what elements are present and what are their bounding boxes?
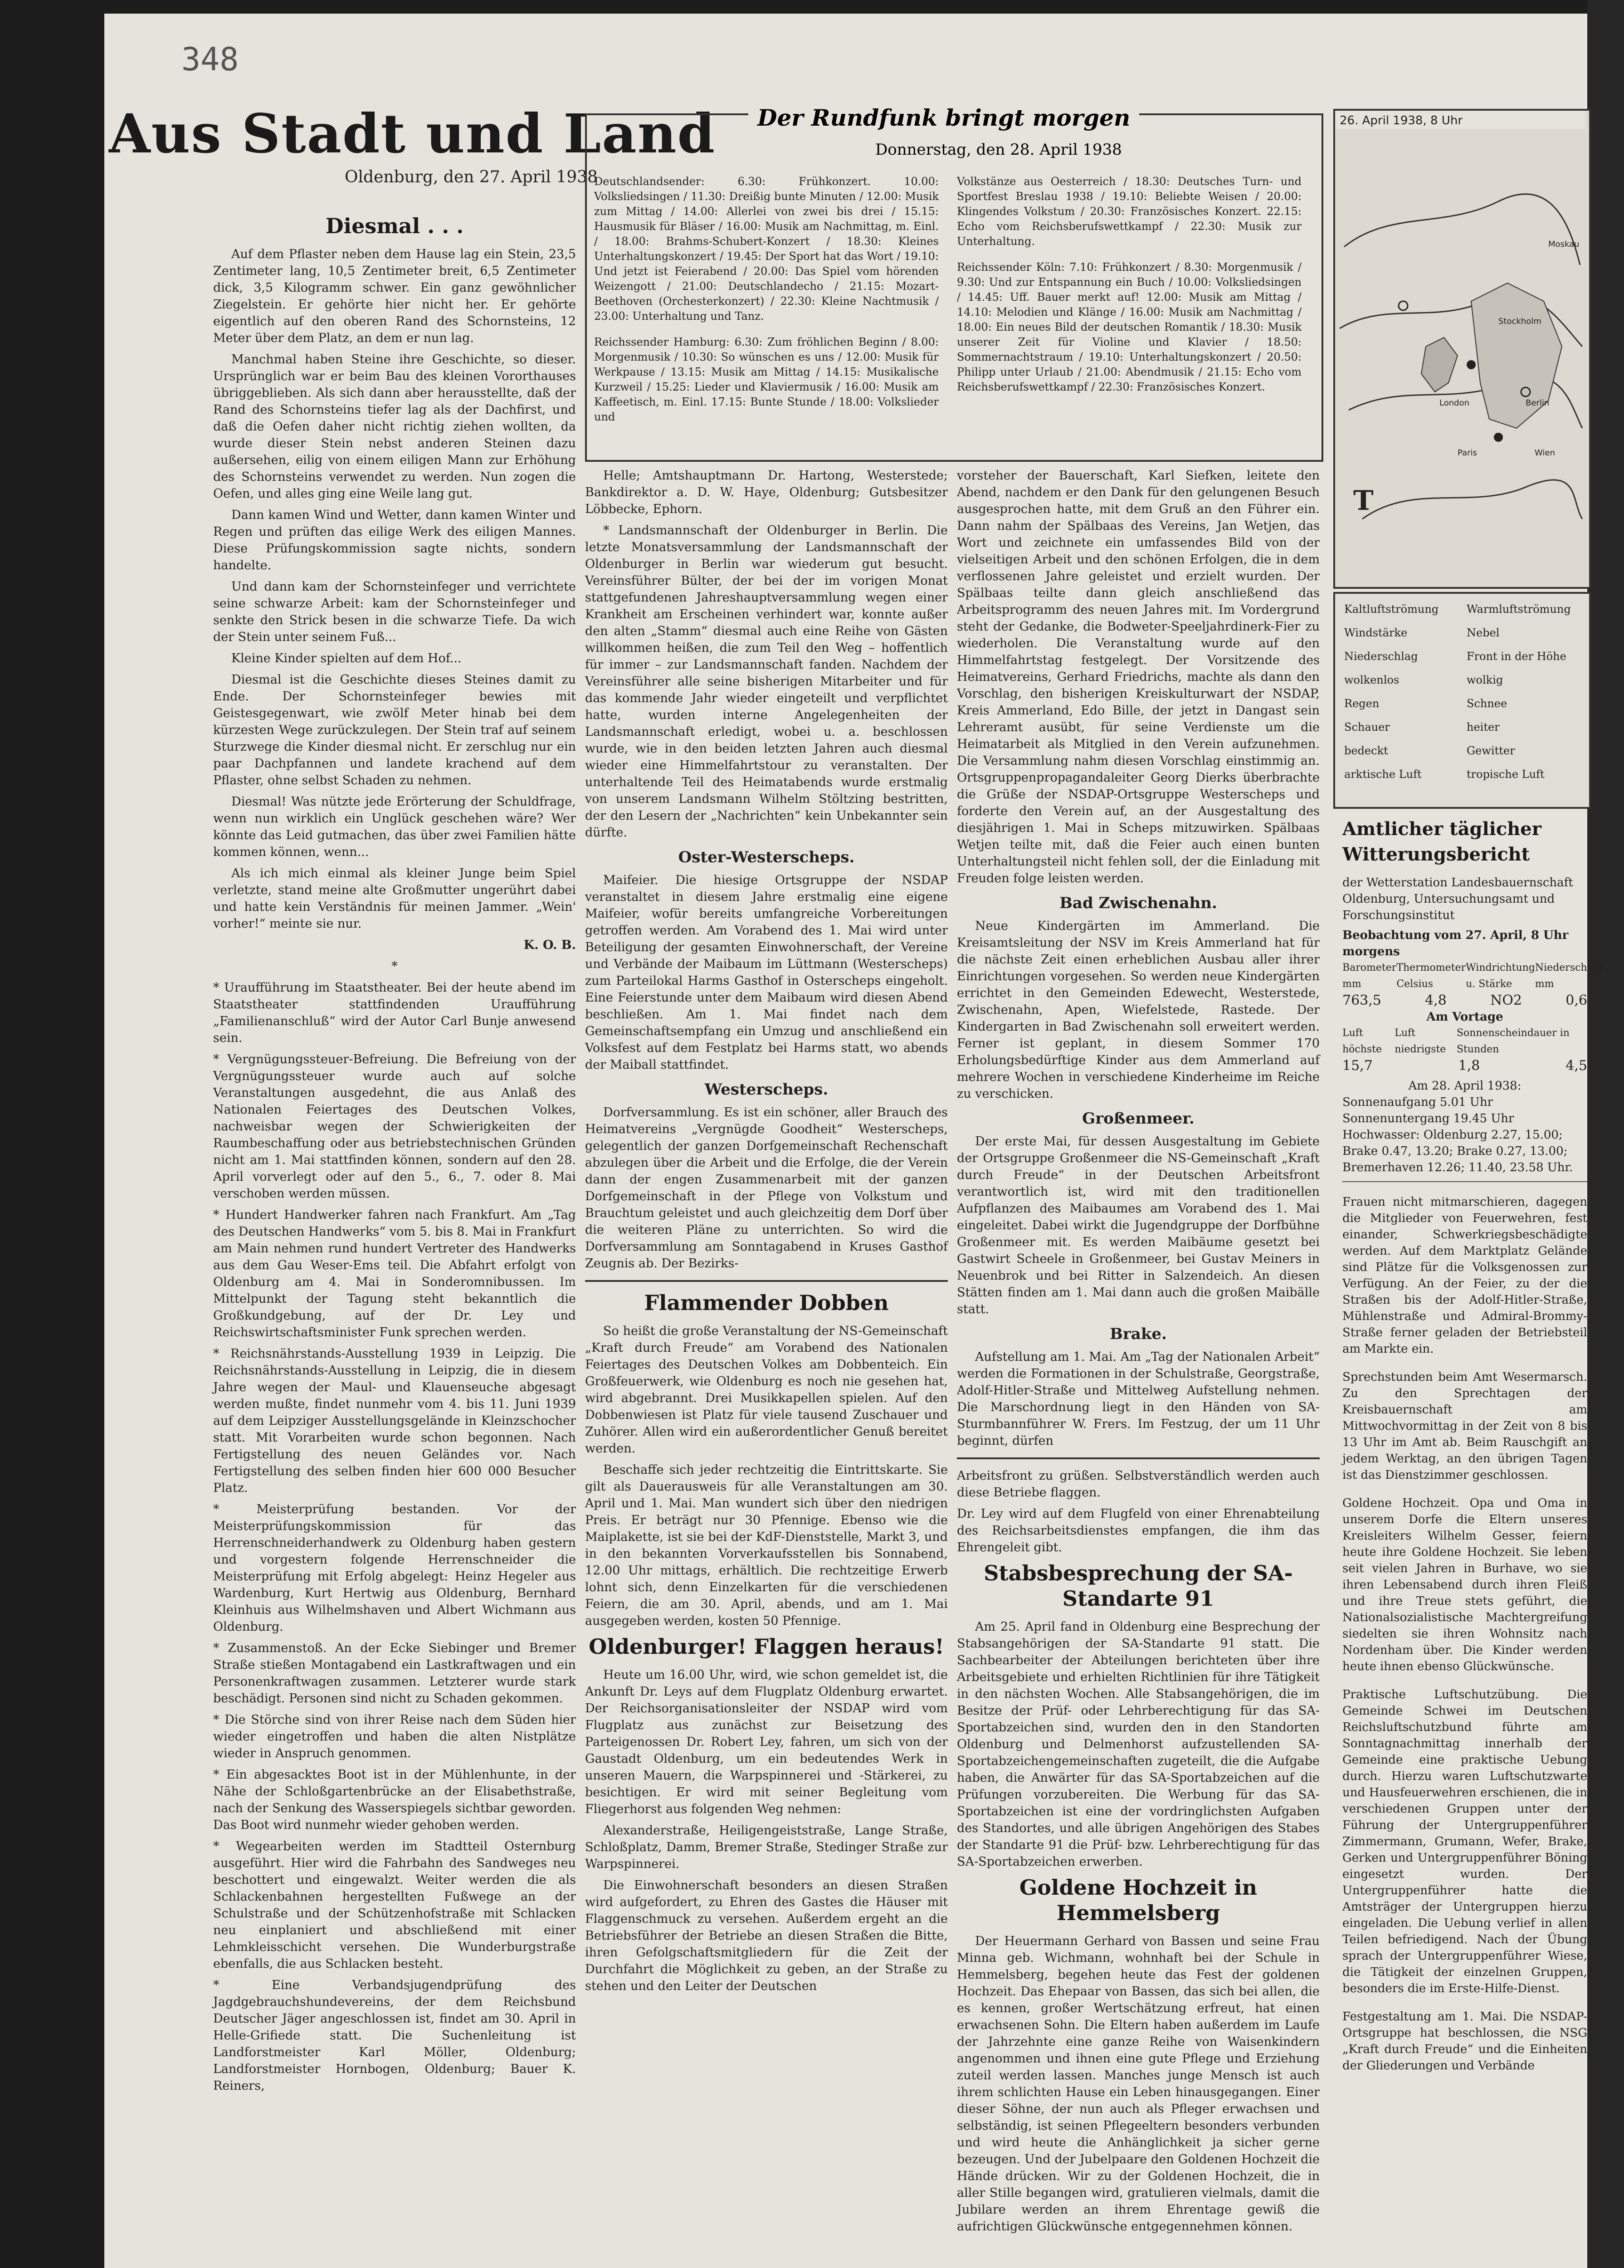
radio-program-title: Der Rundfunk bringt morgen (748, 104, 1139, 131)
legend-entry: Schnee (1467, 697, 1507, 710)
legend-entry: Front in der Höhe (1467, 650, 1566, 663)
city-label-berlin: Berlin (1526, 398, 1550, 408)
news-note: * Hundert Handwerker fahren nach Frankfurt. Am „Tag des Deutschen Handwerks“ vom 5. bis 8. Mai in Frankfurt am Main nehmen rund hundert Vertreter des Handwerks aus dem Gau Weser-Ems teil. Die Abfahrt erfolgt von Oldenburg am 4. Mai in Sonderomnibussen. Im Mittelpunkt der Tagung steht bekanntlich die Großkundgebung, auf der Dr. Ley und Reichswirtschaftsminister Funk sprechen werden. (213, 1208, 576, 1339)
weather-prev-values-row (1342, 1058, 1587, 1074)
weather-map (1333, 109, 1591, 589)
article-kindergaerten (957, 918, 1320, 1102)
legend-entry: arktische Luft (1344, 768, 1422, 781)
paragraph: Heute um 16.00 Uhr, wird, wie schon gemeldet ist, die Ankunft Dr. Leys auf dem Flugplatz Oldenburg erwartet. Der Reichsorganisationsleiter der NSDAP wird vom Flugplatz aus zunächst zur Beisetzung des Parteigenossen Dr. Robert Ley, fahren, um sich von der Gaustadt Oldenburg, um ein bedeutendes Werk in unseren Mauern, die Warpspinnerei und -Stärkerei, zu besichtigen. Er wird mit seiner Begleitung vom Fliegerhorst aus folgenden Weg nehmen: (585, 1668, 948, 1816)
article-flammender-dobben (585, 1323, 948, 1629)
weather-value-cell: 1,8 (1458, 1058, 1480, 1074)
legend-entry: tropische Luft (1467, 768, 1545, 781)
weather-header-cell: Sonnenscheindauer in Stunden (1456, 1027, 1570, 1055)
news-note: * Die Störche sind von ihrer Reise nach dem Süden hier wieder eingetroffen und haben die alten Nistplätze wieder in Anspruch genommen. (213, 1713, 576, 1760)
paragraph: Alexanderstraße, Heiligengeiststraße, Lange Straße, Schloßplatz, Damm, Bremer Straße, Stedinger Straße zur Warpspinnerei. (585, 1823, 948, 1871)
legend-entry: Warmluftströmung (1467, 603, 1571, 616)
separator-star: * (391, 959, 398, 973)
news-note: * Uraufführung im Staatstheater. Bei der heute abend im Staatstheater stattfindenden Uraufführung „Familienanschluß“ wird der Autor Carl Bunje anwesend sein. (213, 981, 576, 1045)
section-masthead: Aus Stadt und Land (109, 102, 716, 165)
weather-report (1342, 812, 1603, 2086)
legend-entry: Niederschlag (1344, 650, 1418, 663)
article-goldene-hochzeit (957, 1933, 1320, 2235)
weather-header-cell: Luft niedrigste (1395, 1027, 1446, 1055)
weather-heading: Amtlicher täglicher Witterungsbericht (1342, 818, 1541, 865)
radio-station-listing: Reichssender Hamburg: 6.30: Zum fröhlichen Beginn / 8.00: Morgenmusik / 10.30: So wünschen es uns / 12.00: Musik für Werkpause / 13.15: Musik am Mittag / 14.15: Musikalische Kurzweil / 15.25: Lieder und Klaviermusik / 16.00: Musik am Kaffeetisch, m. Einl. 17.15: Bunte Stunde / 18.00: Volkslieder und (594, 336, 939, 423)
heading-flaggen-heraus: Oldenburger! Flaggen heraus! (589, 1634, 944, 1659)
paragraph: Diesmal ist die Geschichte dieses Steines damit zu Ende. Der Schornsteinfeger bewies mit Geistesgegenwart, wie zwölf Meter hinab bei dem kürzesten Wege zurückzulegen. Der Stein traf auf seinem Sturzwege die Kinder diesmal nicht. Er zerschlug nur ein paar Dachpfannen und landete krachend auf dem Pflaster, ohne selbst Schaden zu nehmen. (213, 673, 576, 787)
article-signature: K. O. B. (523, 938, 576, 952)
weather-subtitle: der Wetterstation Landesbauernschaft Oldenburg, Untersuchungsamt und Forschungsinstitut (1342, 876, 1573, 922)
article-body-diesmal (213, 246, 576, 932)
station-marker (1399, 301, 1408, 310)
weather-value-cell: 4,5 (1565, 1058, 1587, 1074)
legend-entry: Kaltluftströmung (1344, 603, 1439, 616)
legend-entry: Schauer (1344, 721, 1390, 733)
weather-prev-header-row (1342, 1025, 1587, 1058)
news-note: * Meisterprüfung bestanden. Vor der Meisterprüfungskommission für das Herrenschneiderhandwerk zu Oldenburg haben gestern und vorgestern folgende Herrenschneider die Meisterprüfung mit Erfolg abgelegt: Heinz Hegeler aus Wardenburg, Kurt Hertwig aus Oldenburg, Bernhard Kleinhuis aus Wilhelmshaven und Albert Wichmann aus Oldenburg. (213, 1502, 576, 1634)
paragraph: Goldene Hochzeit. Opa und Oma in unserem Dorfe die Eltern unseres Kreisleiters Wilhelm Gesser, feiern heute ihre Goldene Hochzeit. Sie leben seit vielen Jahren in Burhave, wo sie ihren Lebensabend durch ihren Fleiß und ihre Treue stets geführt, die Nationalsozialistische Machtergreifung siedelten sie ihren Wohnsitz nach Nordenham über. Die Kinder werden heute ihnen ebenso Glückwünsche. (1342, 1496, 1587, 1673)
sun-tide-line: Sonnenaufgang 5.01 Uhr (1342, 1095, 1493, 1109)
paragraph: Der erste Mai, für dessen Ausgestaltung im Gebiete der Ortsgruppe Großenmeer die NS-Gemeinschaft „Kraft durch Freude“ in der Deutschen Arbeitsfront verantwortlich ist, wird mit den traditionellen Aufpflanzen des Maibaumes am Vorabend des 1. Mai eingeleitet. Dabei wirkt die Jugendgruppe der Dorfbühne Großenmeer mit. Es werden Maibäume gesetzt bei Gastwirt Scheele in Großenmeer, bei Gustav Meiners in Neuenbrok und bei Ritter in Salzendeich. An diesen Stätten finden am 1. Mai dann auch die großen Maibälle statt. (957, 1134, 1320, 1316)
divider (585, 1280, 948, 1282)
dateline: Oldenburg, den 27. April 1938 (345, 168, 598, 186)
radio-station-listing: Volkstänze aus Oesterreich / 18.30: Deutsches Turn- und Sportfest Breslau 1938 / 19.10: Beliebte Weisen / 20.00: Klingendes Volkstum / 20.30: Französisches Konzert. 22.15: Echo vom Reichsberufswettkampf / 22.30: Musik zur Unterhaltung. (957, 175, 1302, 248)
article-heading-diesmal: Diesmal . . . (325, 214, 464, 238)
article-dorfversammlung (585, 1104, 948, 1272)
paragraph: Arbeitsfront zu grüßen. Selbstverständlich werden auch diese Betriebe flaggen. (957, 1469, 1320, 1500)
radio-program-date: Donnerstag, den 28. April 1938 (875, 141, 1122, 159)
british-isles-shape (1421, 337, 1458, 392)
paragraph: Beschaffe sich jeder rechtzeitig die Eintrittskarte. Sie gilt als Dauerausweis für alle Veranstaltungen am 30. April und 1. Mai. Man wundert sich über den niedrigen Preis. Er beträgt nur 30 Pfennige. Ebenso wie die Maiplakette, ist sie bei der KdF-Dienststelle, Markt 3, und in den bekannten Vorverkaufsstellen bis Sonnabend, 12.00 Uhr mittags, erhältlich. Die rechtzeitige Erwerb lohnt sich, denn Einzelkarten für die verschiedenen Feiern, die am 30. April, abends, und am 1. Mai ausgegeben werden, kosten 50 Pfennige. (585, 1463, 948, 1628)
paragraph: Sprechstunden beim Amt Wesermarsch. Zu den Sprechtagen der Kreisbauernschaft am Mittwochvormittag in der Zeit von 8 bis 13 Uhr im Amt ab. Beim Rauschgift an jedem Werktag, an den übrigen Tagen ist das Dienstzimmer geschlossen. (1342, 1370, 1587, 1482)
paragraph: Und dann kam der Schornsteinfeger und verrichtete seine schwarze Arbeit: kam der Schornsteinfeger und senkte den Strick besen in die schwarze Tiefe. Da wich der Stein unter seinem Fuß... (213, 580, 576, 644)
weather-column-text (1342, 1194, 1587, 2074)
heading-brake: Brake. (1110, 1325, 1167, 1343)
weather-value-cell: 0,6 (1565, 992, 1587, 1008)
weather-prev-heading: Am Vortage (1426, 1010, 1503, 1024)
weather-map-drawing (1335, 111, 1585, 583)
paragraph: Neue Kindergärten im Ammerland. Die Kreisamtsleitung der NSV im Kreis Ammerland hat für die nächste Zeit einen erheblichen Ausbau aller ihrer Einrichtungen vorgesehen. So werden neue Kindergärten errichtet in den Gemeinden Edewecht, Westerstede, Zwischenahn, Apen, Wiefelstede, Rastede. Der Kindergarten in Bad Zwischenahn soll erweitert werden. Ferner ist geplant, in diesem Sommer 170 Erholungsbedürftige Kinder aus dem Ammerland auf mehrere Wochen in verschiedene Kinderheime im Reiche zu verschicken. (957, 919, 1320, 1101)
weather-map-legend (1333, 592, 1591, 809)
sun-tide-line: Hochwasser: Oldenburg 2.27, 15.00; Brake 0.47, 13.20; Brake 0.27, 13.00; (1342, 1128, 1568, 1158)
weather-value-cell: NO2 (1490, 992, 1522, 1008)
article-brake (957, 1349, 1320, 1449)
paragraph: Die Einwohnerschaft besonders an diesen Straßen wird aufgefordert, zu Ehren des Gastes die Häuser mit Flaggenschmuck zu versehen. Außerdem ergeht an die Betriebsführer der Betriebe an diesen Straßen die Bitte, ihren Gefolgschaftsmitgliedern für die Zeit der Durchfahrt die Möglichkeit zu geben, an der Straße zu stehen und den Leiter der Deutschen (585, 1878, 948, 1993)
paragraph: Am 25. April fand in Oldenburg eine Besprechung der Stabsangehörigen der SA-Standarte 91 statt. Die Sachbearbeiter der Abteilungen berichteten über ihre Arbeitsgebiete und erhielten Richtlinien für ihre Tätigkeit in den nächsten Wochen. Alle Stabsangehörigen, die im Besitze der Prüf- oder Lehrberechtigung für das SA-Sportabzeichen sind, wurden den in den Standorten Oldenburg und Delmenhorst aufzustellenden SA-Sportabzeichengemeinschaften zugeteilt, die die Aufgabe haben, die Anwärter für das SA-Sportabzeichen auf die Prüfungen vorzubereiten. Die Werbung für das SA-Sportabzeichen ist eine der vordringlichsten Aufgaben des Standortes, und alle übrigen Angehörigen des Stabes der Standarte 91 die Prüf- bzw. Lehrberechtigung für das SA-Sportabzeichen erwerben. (957, 1620, 1320, 1869)
sun-tide-line: Bremerhaven 12.26; 11.40, 23.58 Uhr. (1342, 1161, 1573, 1174)
weather-observation: Beobachtung vom 27. April, 8 Uhr morgens (1342, 929, 1569, 958)
weather-value-cell: 15,7 (1342, 1058, 1373, 1074)
paragraph: Frauen nicht mitmarschieren, dagegen die Mitglieder von Feuerwehren, fest einander, Schwerkriegsbeschädigte werden. Auf dem Marktplatz Gelände sind Plätze für die Volksgenossen zur Verfügung. An der Feier, zu der die Straßen bis der Adolf-Hitler-Straße, Mühlenstraße und Admiral-Brommy-Straße ferner geladen der Betriebsteil am Markte ein. (1342, 1195, 1587, 1356)
heading-grossenmeer: Großenmeer. (1082, 1110, 1195, 1128)
legend-entry: heiter (1467, 721, 1500, 733)
page-number: 348 (181, 41, 239, 78)
paragraph: Als ich mich einmal als kleiner Junge beim Spiel verletzte, stand meine alte Großmutter ungerührt dabei und hatte kein Verständnis für meinen Jammer. „Wein' vorher!“ meinte sie nur. (213, 866, 576, 931)
heading-oster-westerscheps: Oster-Westerscheps. (678, 848, 855, 866)
article-stabsbesprechung (957, 1618, 1320, 1870)
weather-values-row (1342, 992, 1587, 1009)
weather-sun-heading: Am 28. April 1938: (1408, 1079, 1522, 1093)
weather-header-row (1342, 960, 1603, 992)
article-grossenmeer (957, 1133, 1320, 1318)
divider (1342, 1181, 1587, 1182)
paragraph: So heißt die große Veranstaltung der NS-Gemeinschaft „Kraft durch Freude“ am Vorabend des Nationalen Feiertages des Deutschen Volkes am Dobbenteich. Ein Großfeuerwerk, wie Oldenburg es noch nie gesehen hat, wird abgebrannt. Drei Musikkapellen spielen. Auf den Dobbenwiesen ist Platz für viele tausend Zuschauer und Zuhörer. Allen wird ein außerordentlicher Genuß bereitet werden. (585, 1324, 948, 1456)
legend-entry: Regen (1344, 697, 1380, 710)
heading-westerscheps: Westerscheps. (704, 1080, 829, 1099)
paragraph: vorsteher der Bauerschaft, Karl Siefken, leitete den Abend, nachdem er den Dank für den gelungenen Besuch ausgesprochen hatte, mit dem Gruß an den Führer ein. Dann nahm der Spälbaas des Vereins, Jan Wetjen, das Wort und zeichnete ein umfassendes Bild von der vielseitigen Arbeit und den schönen Erfolgen, die in dem verflossenen Jahre geleistet und erzielt wurden. Der Spälbaas teilte dann gleich anschließend das Arbeitsprogramm des neuen Jahres mit. Im Vordergrund steht der Gedanke, die Bodweter-Speeljahrdinerk-Fier zu wiederholen. Die Veranstaltung wurde auf den Himmelfahrtstag festgelegt. Der Vorsitzende des Heimatvereins, Gerhard Friedrichs, machte als dann den Vorschlag, den bisherigen Kreiskulturwart der NSDAP, Kreis Ammerland, Edo Bille, der jetzt in Dangast sein Lehreramt ausübt, für seine Verdienste um die Heimatarbeit als Mitglied in den Verein aufzunehmen. Die Versammlung nahm diesen Vorschlag einstimmig an. Ortsgruppenpropagandaleiter Georg Dierks überbrachte die Grüße der NSDAP-Ortsgruppe Westerscheps und forderte den Verein auf, an der Ausgestaltung des diesjährigen 1. Mai in Scheps mitzuwirken. Spälbaas Wetjen teilte mit, daß die Feier auch einen bunten Unterhaltungsteil nicht fehlen soll, der die Einladung mit Freuden folge leisten werden. (957, 469, 1320, 885)
radio-station-listing: Deutschlandsender: 6.30: Frühkonzert. 10.00: Volksliedsingen / 11.30: Dreißig bunte Minuten / 12.00: Musik zum Mittag / 14.00: Allerlei von zwei bis drei / 15.15: Hausmusik für Bläser / 16.00: Musik am Nachmittag, m. Einl. / 18.00: Brahms-Schubert-Konzert / 18.30: Kleines Unterhaltungskonzert / 19.45: Der Sport hat das Wort / 19.10: Und jetzt ist Feierabend / 20.00: Das Spiel vom hörenden Weizengott / 21.00: Deutschlandecho / 21.15: Mozart-Beethoven (Orchesterkonzert) / 22.30: Kleine Nachtmusik / 23.00: Unterhaltung und Tanz. (594, 175, 939, 323)
weather-value-cell: 763,5 (1342, 992, 1381, 1008)
heading-goldene-hochzeit: Goldene Hochzeit in Hemmelsberg (1019, 1875, 1258, 1925)
weather-value-cell: 4,8 (1425, 992, 1447, 1008)
radio-program-right (957, 163, 1302, 406)
news-note: * Vergnügungssteuer-Befreiung. Die Befreiung von der Vergnügungssteuer wurde auch auf solche Veranstaltungen ausgedehnt, die aus Anlaß des Nationalen Feiertages des Deutschen Volkes, nachweisbar wegen der Schwierigkeiten der Raumbeschaffung oder aus betriebstechnischen Gründen nicht am 1. Mai stattfinden können, sondern auf den 28. April vorverlegt oder auf den 5., 6., 7. oder 8. Mai verschoben werden müssen. (213, 1052, 576, 1201)
heading-stabsbesprechung: Stabsbesprechung der SA-Standarte 91 (984, 1561, 1293, 1611)
heading-bad-zwischenahn: Bad Zwischenahn. (1059, 894, 1217, 912)
paragraph: Dann kamen Wind und Wetter, dann kamen Winter und Regen und prüften das eilige Werk des eiligen Mannes. Diese Prüfungskommission sagte nichts, sondern handelte. (213, 508, 576, 572)
paragraph: Dr. Ley wird auf dem Flugfeld von einer Ehrenabteilung des Reichsarbeitsdienstes empfangen, die ihm das Ehrengeleit gibt. (957, 1507, 1320, 1554)
weather-header-cell: Barometer mm (1342, 962, 1397, 990)
isobar-line (1362, 480, 1582, 519)
scan-edge (1587, 0, 1624, 2268)
paragraph: Aufstellung am 1. Mai. Am „Tag der Nationalen Arbeit“ werden die Formationen in der Schulstraße, Georgstraße, Adolf-Hitler-Straße und Mittelweg Aufstellung nehmen. Die Marschordnung liegt in den Händen von SA-Sturmbannführer W. Frers. Im Festzug, der um 11 Uhr beginnt, dürfen (957, 1350, 1320, 1448)
paragraph: Maifeier. Die hiesige Ortsgruppe der NSDAP veranstaltet in diesem Jahre erstmalig eine eigene Maifeier, wofür bereits umfangreiche Vorbereitungen getroffen werden. Am Vorabend des 1. Mai wird unter Beteiligung der gesamten Einwohnerschaft, der Vereine und Verbände der Maibaum im Lüttmann (Westerscheps) zum Parteilokal Harms Gasthof in Osterscheps eingeholt. Eine Feierstunde unter dem Maibaum wird diesen Abend beschließen. Am 1. Mai findet nach dem Gemeinschaftsempfang ein Umzug und anschließend ein Volksfest auf dem Festplatz bei Harms statt, wo abends der Maiball stattfindet. (585, 873, 948, 1072)
column-1 (213, 209, 576, 2099)
paragraph: Festgestaltung am 1. Mai. Die NSDAP-Ortsgruppe hat beschlossen, die NSG „Kraft durch Freude“ und die Einheiten der Gliederungen und Verbände (1342, 2010, 1587, 2072)
col2-lead-text (585, 467, 948, 841)
weather-header-cell: Thermometer Celsius (1396, 962, 1466, 990)
radio-program-left (594, 163, 939, 435)
news-note: * Wegearbeiten werden im Stadtteil Osternburg ausgeführt. Hier wird die Fahrbahn des Sandweges neu beschottert und eingewalzt. Weiter werden die als Schlackenbahnen hergestellten Fußwege an der Schulstraße und der Schützenhofstraße mit Schlacken neu einplaniert und abschließend mit einer Lehmkleisschicht versehen. Die Wunderburgstraße ebenfalls, die aus Schlacken besteht. (213, 1839, 576, 1971)
radio-station-listing: Reichssender Köln: 7.10: Frühkonzert / 8.30: Morgenmusik / 9.30: Und zur Entspannung ein Buch / 10.00: Volksliedsingen / 14.45: Uff. Bauer merkt auf! 12.00: Musik am Mittag / 14.10: Melodien und Klänge / 16.00: Musik am Nachmittag / 18.00: Ein neues Bild der deutschen Romantik / 18.30: Musik unserer Zeit für Violine und Klavier / 18.50: Sommernachtstraum / 19.10: Unterhaltungskonzert / 20.50: Philipp unter Urlaub / 21.00: Abendmusik / 21.15: Echo vom Reichsberufswettkampf / 22.30: Französisches Konzert. (957, 261, 1302, 393)
divider (957, 1457, 1320, 1459)
news-note: * Eine Verbandsjugendprüfung des Jagdgebrauchshundevereins, der dem Reichsbund Deutscher Jäger angeschlossen ist, findet am 30. April in Helle-Grifiede statt. Die Suchenleitung ist Landforstmeister Karl Möller, Oldenburg; Landforstmeister Hornbogen, Oldenburg; Bauer K. Reiners, (213, 1978, 576, 2093)
station-marker (1494, 433, 1503, 442)
station-marker (1467, 360, 1476, 369)
article-maifeier (585, 872, 948, 1073)
news-note: * Zusammenstoß. An der Ecke Siebinger und Bremer Straße stießen Montagabend ein Lastkraftwagen und ein Personenkraftwagen zusammen. Letzterer wurde stark beschädigt. Personen sind nicht zu Schaden gekommen. (213, 1641, 576, 1706)
legend-entry: bedeckt (1344, 744, 1388, 757)
column-2 (585, 467, 948, 1999)
city-label-wien: Wien (1535, 448, 1555, 458)
paragraph: Dorfversammlung. Es ist ein schöner, aller Brauch des Heimatvereins „Vergnügde Goodheit“ Westerscheps, gelegentlich der ganzen Dorfgemeinschaft Rechenschaft abzulegen über die Arbeit und die Erfolge, die der Verein dann der engen Zusammenarbeit mit der ganzen Dorfgemeinschaft in der Pflege von Volkstum und Brauchtum geleistet und auch gleichzeitig dem Dorf über die weiteren Pläne zu unterrichten. So wird die Dorfversammlung am Sonntagabend in Kruses Gasthof Zeugnis ab. Der Bezirks- (585, 1105, 948, 1271)
isobar-line (1344, 194, 1580, 265)
news-note: * Ein abgesacktes Boot ist in der Mühlenhunte, in der Nähe der Schloßgartenbrücke an der Elisabethstraße, nach der Senkung des Wasserspiegels sichtbar geworden. Das Boot wird nunmehr wieder gehoben werden. (213, 1768, 576, 1832)
weather-header-cell: Niederschlag mm (1535, 962, 1603, 990)
weather-header-cell: Windrichtung u. Stärke (1466, 962, 1535, 990)
weather-header-cell: Luft höchste (1342, 1027, 1382, 1055)
column-3 (957, 467, 1320, 2239)
legend-entry: Windstärke (1344, 626, 1408, 639)
city-label-moskau: Moskau (1548, 240, 1580, 249)
paragraph: Auf dem Pflaster neben dem Hause lag ein Stein, 23,5 Zentimeter lang, 10,5 Zentimeter breit, 6,5 Zentimeter dick, 3,5 Kilogramm schwer. Ein ganz gewöhnlicher Ziegelstein. Er gehörte hier nicht her. Er gehörte eigentlich auf den oberen Rand des Schornsteins, 12 Meter über dem Platz, an dem er nun lag. (213, 247, 576, 345)
heading-flammender-dobben: Flammender Dobben (644, 1290, 889, 1315)
city-label-stockholm: Stockholm (1498, 317, 1541, 326)
city-label-london: London (1439, 398, 1469, 408)
article-flaggen-heraus (585, 1667, 948, 1994)
paragraph: Helle; Amtshauptmann Dr. Hartong, Westerstede; Bankdirektor a. D. W. Haye, Oldenburg; Gutsbesitzer Löbbecke, Ephorn. (585, 469, 948, 516)
legend-entry: wolkig (1467, 674, 1503, 686)
legend-entry: wolkenlos (1344, 674, 1400, 686)
paragraph: Praktische Luftschutzübung. Die Gemeinde Schwei im Deutschen Reichsluftschutzbund führte am Sonntagnachmittag innerhalb der Gemeinde eine praktische Uebung durch. Hierzu waren Luftschutzwarte und Hausfeuerwehren erschienen, die in verschiedenen Gruppen unter der Führung der Untergruppenführer Zimmermann, Grumann, Wefer, Brake, Gerken und Untergruppenführer Böning eingesetzt wurden. Der Untergruppenführer hatte die Amtsträger der Untergruppen hierzu eingeladen. Die Uebung verlief in allen Teilen befriedigend. Nach der Übung sprach der Untergruppenführer Wiese, die Tätigkeit der einzelnen Gruppen, besonders die im Erste-Hilfe-Dienst. (1342, 1688, 1587, 1995)
paragraph: Kleine Kinder spielten auf dem Hof... (231, 651, 462, 665)
map-date-label: 26. April 1938, 8 Uhr (1340, 114, 1463, 127)
legend-entry: Gewitter (1467, 744, 1515, 757)
legend-entry: Nebel (1467, 626, 1500, 639)
weather-sun-lines (1342, 1094, 1587, 1176)
col3-top-text (957, 467, 1320, 887)
sun-tide-line: Sonnenuntergang 19.45 Uhr (1342, 1112, 1514, 1125)
paragraph: * Landsmannschaft der Oldenburger in Berlin. Die letzte Monatsversammlung der Landsmannschaft der Oldenburger in Berlin war wiederum gut besucht. Vereinsführer Bülter, der bei der im vorigen Monat stattgefundenen Jahreshauptversammlung wegen einer Krankheit am Erscheinen verhindert war, konnte außer den alten „Stamm“ diesmal auch eine Reihe von Gästen willkommen heißen, die zum Teil den Weg – hoffentlich für immer – zur Landsmannschaft fanden. Nachdem der Vereinsführer alle seine bisherigen Mitarbeiter und für das kommende Jahr wieder eingeteilt und verpflichtet hatte, wurden interne Angelegenheiten der Landsmannschaft erledigt, wobei u. a. beschlossen wurde, wie in den beiden letzten Jahren auch diesmal wieder eine Himmelfahrtstour zu veranstalten. Der unterhaltende Teil des Heimatabends wurde erstmalig von unserem Landsmann Wilhelm Stöltzing bestritten, der den Lesern der „Nachrichten“ kein Unbekannter sein dürfte. (585, 523, 948, 840)
city-label-paris: Paris (1458, 448, 1477, 458)
paragraph: Der Heuermann Gerhard von Bassen und seine Frau Minna geb. Wichmann, wohnhaft bei der Schule in Hemmelsberg, begehen heute das Fest der goldenen Hochzeit. Das Ehepaar von Bassen, das sich bei allen, die es kennen, großer Wertschätzung erfreut, hat einen erwachsenen Sohn. Die Eltern haben außerdem im Laufe der Jahrzehnte eine ganze Reihe von Waisenkindern angenommen und ihnen eine gute Pflege und Erziehung zuteil werden lassen. Manches junge Mensch ist auch ihrem schlichten Hause ein Leben hinausgegangen. Einer dieser Söhne, der nun auch als Pfleger erwachsen und selbständig, ist seinen Pflegeeltern besonders verbunden und wird heute die Anhänglichkeit ja sicher gerne bezeugen. Und der Jubelpaare den Goldenen Hochzeit die Hände drücken. Wir zu der Goldenen Hochzeit, die in aller Stille begangen wird, gratulieren vielmals, damit die Jubilare werden an ihrem Ehrentage gewiß die aufrichtigen Glückwünsche entgegennehmen können. (957, 1934, 1320, 2234)
local-notes (213, 979, 576, 2094)
pressure-low-label: T (1353, 485, 1374, 517)
paragraph: Diesmal! Was nützte jede Erörterung der Schuldfrage, wenn nun wirklich ein Unglück geschehen wäre? Wer könnte das Leid gutmachen, das über zwei Familien hätte kommen können, wenn... (213, 795, 576, 859)
news-note: * Reichsnährstands-Ausstellung 1939 in Leipzig. Die Reichsnährstands-Ausstellung in Leipzig, die in diesem Jahre wegen der Maul- und Klauenseuche abgesagt werden mußte, findet nunmehr vom 4. bis 11. Juni 1939 auf dem Leipziger Ausstellungsgelände in Kleinzschocher statt. Mit Vorarbeiten wurde schon begonnen. Nach Fertigstellung des neuen Geländes vor. Nach Fertigstellung des selben finden hier 600 000 Besucher Platz. (213, 1347, 576, 1495)
paragraph: Manchmal haben Steine ihre Geschichte, so dieser. Ursprünglich war er beim Bau des kleinen Vororthauses übriggeblieben. Als sich dann aber herausstellte, daß der Rand des Schornsteins tiefer lag als der Dachfirst, und daß die Oefen daher nicht richtig ziehen wollten, da wurde dieser Stein nebst anderen Steinen dazu außersehen, eilig von einem eiligen Mann zur Erhöhung des Schornsteins verwendet zu werden. Nun zogen die Oefen, und alles ging eine Weile lang gut. (213, 352, 576, 501)
article-flaggen-continued (957, 1467, 1320, 1556)
